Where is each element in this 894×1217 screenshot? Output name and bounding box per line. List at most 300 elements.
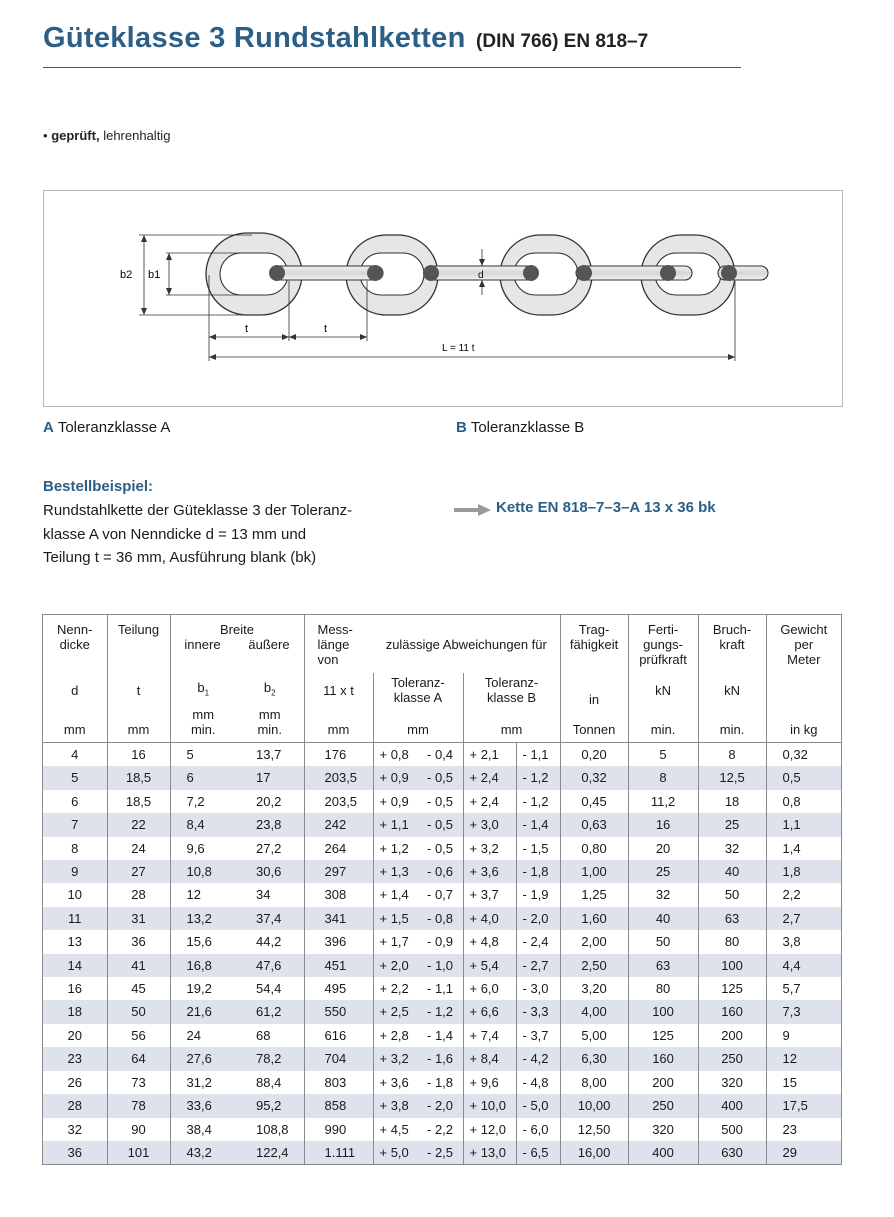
table-cell: - 1,6 [419,1047,463,1070]
table-header [43,615,841,743]
table-cell: 7 [43,813,107,836]
table-cell: + 2,8 [373,1024,419,1047]
table-row [43,837,841,860]
table-cell: - 1,8 [427,1074,454,1090]
table-cell: 8,4 [170,813,236,836]
symbol-b2: $b_2$ [236,673,304,707]
table-cell: 47,6 [236,954,304,977]
table-cell: 11,2 [628,790,698,813]
table-cell: + 1,5 [373,907,419,930]
table-cell: 5,00 [560,1024,628,1047]
table-row [43,1024,841,1047]
table-cell: 308 [304,883,373,906]
table-cell: 101 [107,1141,170,1164]
table-row [43,1094,841,1117]
order-example-text [43,499,423,570]
table-cell: - 1,8 [516,860,560,883]
tolerance-a-text: Toleranzklasse A [57,419,171,436]
table-cell: 18,5 [107,766,170,789]
table-cell: 50 [698,883,766,906]
table-cell: 297 [304,860,373,883]
table-cell: + 3,2 [463,837,516,860]
label-b1: b1 [148,269,161,281]
table-cell: + 5,4 [463,954,516,977]
table-cell: 550 [304,1000,373,1023]
table-cell: 858 [304,1094,373,1117]
header-nenndicke: Nenn- dicke [43,615,107,673]
table-cell: 400 [698,1094,766,1117]
table-cell: 38,4 [170,1118,236,1141]
chain-spec-table [43,615,841,1164]
table-cell: - 1,4 [516,813,560,836]
table-cell: 5 [628,743,698,766]
table-cell: - 0,4 [427,747,454,762]
table-cell: 200 [698,1024,766,1047]
title-main: Güteklasse 3 Rundstahlketten [43,22,466,54]
unit-b1: mm min. [170,707,236,743]
unit-min-1: min. [628,707,698,743]
symbol-kn-2: kN [698,673,766,707]
table-cell: - 0,8 [419,907,463,930]
table-cell: 125 [628,1024,698,1047]
table-cell: 2,2 [766,883,841,906]
header-gewicht: Gewicht per Meter [766,615,841,673]
table-cell: 25 [628,860,698,883]
tolerance-a-key: A [43,419,54,436]
table-cell: 0,8 [766,790,841,813]
table-cell: 2,00 [560,930,628,953]
table-cell: 0,63 [560,813,628,836]
table-cell: - 4,2 [516,1047,560,1070]
table-cell: 32 [67,1121,82,1137]
header-abweichungen: zulässige Abweichungen für [373,615,560,673]
table-cell: 3,8 [766,930,841,953]
order-example-heading: Bestellbeispiel: [43,478,154,495]
table-cell: 1,4 [766,837,841,860]
symbol-in: in [560,673,628,707]
table-cell: + 1,4 [373,883,419,906]
table-cell: + 6,0 [463,977,516,1000]
table-cell: 54,4 [256,981,282,997]
table-cell: 264 [304,837,373,860]
table-cell: 1.111 [304,1141,373,1164]
table-cell: 32 [628,883,698,906]
table-cell: 22 [107,813,170,836]
table-cell: 10 [67,887,82,903]
table-cell: 30,6 [236,860,304,883]
table-cell: 203,5 [304,766,373,789]
table-cell: 990 [304,1118,373,1141]
table-cell: - 2,4 [516,930,560,953]
table-cell: + 1,2 [373,837,419,860]
table-cell: 10,00 [560,1094,628,1117]
tolerance-b-text: Toleranzklasse B [470,419,585,436]
table-cell: 16 [107,743,170,766]
table-cell: + 2,4 [463,790,516,813]
table-cell: 500 [698,1118,766,1141]
table-cell: + 0,8 [373,743,419,766]
table-cell: 1,25 [560,883,628,906]
table-row [43,907,841,930]
table-cell: 44,2 [256,934,282,950]
bullet-mark: • [43,128,48,143]
title-standard: (DIN 766) EN 818–7 [476,31,649,52]
table-cell: 5 [43,766,107,789]
table-cell: + 3,6 [373,1071,419,1094]
table-cell: 9,6 [170,837,236,860]
table-row [43,930,841,953]
table-cell: 250 [698,1047,766,1070]
symbol-empty [766,673,841,707]
table-cell: + 4,8 [463,930,516,953]
header-innere: innere [184,637,221,652]
table-cell: - 1,2 [516,790,560,813]
table-cell: + 0,9 [373,790,419,813]
table-cell: 31 [107,907,170,930]
bullet-rest: lehrenhaltig [103,128,171,143]
table-cell: 1,8 [766,860,841,883]
table-cell: 23,8 [236,813,304,836]
header-messlaenge: Mess- länge von [304,615,373,673]
table-cell: 20,2 [256,793,282,809]
arrow-right-icon [454,503,492,517]
tolerance-class-a [43,419,170,436]
table-cell: 16 [628,813,698,836]
table-cell: 16,00 [560,1141,628,1164]
table-cell: + 12,0 [463,1118,516,1141]
unit-min-2: min. [698,707,766,743]
table-cell: - 5,0 [516,1094,560,1117]
table-cell: 90 [107,1118,170,1141]
unit-mm-d: mm [43,707,107,743]
table-cell: 88,4 [256,1074,282,1090]
table-cell: 23 [766,1118,841,1141]
symbol-tolerance-a: Toleranz- klasse A [373,673,463,707]
table-cell: 160 [628,1047,698,1070]
header-separator [43,742,841,743]
feature-bullet [43,128,170,143]
table-cell: + 4,0 [463,907,516,930]
table-cell: - 6,5 [516,1141,560,1164]
table-cell: 33,6 [170,1094,236,1117]
table-cell: 2,50 [560,954,628,977]
header-tragfaehigkeit: Trag- fähigkeit [560,615,628,673]
table-cell: 12 [766,1047,841,1070]
table-cell: 15,6 [170,930,236,953]
table-cell: 176 [304,743,373,766]
table-cell: 400 [628,1141,698,1164]
table-cell: 3,20 [560,977,628,1000]
table-cell: - 3,0 [516,977,560,1000]
table-row [43,860,841,883]
label-b2: b2 [120,269,133,281]
table-cell: 40 [698,860,766,883]
header-pruefkraft: Ferti- gungs- prüfkraft [628,615,698,673]
symbol-11t: 11 x t [304,673,373,707]
table-row [43,766,841,789]
table-cell: 43,2 [170,1141,236,1164]
table-cell: + 3,6 [463,860,516,883]
table-row [43,1141,841,1164]
table-cell: + 3,7 [463,883,516,906]
unit-mm-t: mm [107,707,170,743]
table-cell: 78 [107,1094,170,1117]
tolerance-class-b [456,419,584,436]
table-cell: + 10,0 [463,1094,516,1117]
table-cell: 4,4 [766,954,841,977]
table-cell: + 3,0 [463,813,516,836]
table-cell: 7,3 [766,1000,841,1023]
table-cell: 6,30 [560,1047,628,1070]
table-cell: + 1,7 [373,930,419,953]
header-teilung: Teilung [107,615,170,673]
table-cell: 9 [43,860,107,883]
table-cell: - 1,4 [427,1027,454,1043]
table-cell: 68 [256,1027,271,1043]
table-cell: 73 [107,1071,170,1094]
table-cell: 100 [698,954,766,977]
table-cell: - 2,0 [419,1094,463,1117]
table-cell: + 5,0 [373,1141,419,1164]
symbol-kn-1: kN [628,673,698,707]
table-cell: 41 [107,954,170,977]
table-cell: 10,8 [170,860,236,883]
table-cell: 36 [43,1141,107,1164]
table-cell: 13 [67,934,82,950]
table-cell: 9 [766,1024,841,1047]
table-cell: - 0,5 [427,840,454,856]
table-cell: 32 [698,837,766,860]
table-row [43,790,841,813]
table-cell: 250 [628,1094,698,1117]
table-cell: 27,6 [170,1047,236,1070]
table-cell: - 1,1 [516,743,560,766]
table-cell: - 0,6 [419,860,463,883]
table-cell: 125 [698,977,766,1000]
table-cell: - 0,5 [427,793,454,809]
table-cell: 61,2 [236,1000,304,1023]
table-row [43,1000,841,1023]
table-cell: 6 [170,766,236,789]
table-cell: 2,7 [766,907,841,930]
table-cell: - 4,8 [516,1071,560,1094]
table-cell: - 0,5 [419,813,463,836]
label-t-1: t [245,323,249,335]
table-cell: 0,20 [560,743,628,766]
table-cell: - 2,5 [419,1141,463,1164]
table-cell: 12,5 [698,766,766,789]
chain-diagram [43,190,843,407]
table-cell: 13,2 [170,907,236,930]
table-cell: + 2,1 [463,743,516,766]
unit-tonnen: Tonnen [560,707,628,743]
table-cell: 122,4 [236,1141,304,1164]
table-cell: 80 [628,977,698,1000]
table-cell: 24 [107,837,170,860]
table-cell: 29 [766,1141,841,1164]
table-cell: 17 [236,766,304,789]
table-cell: 12,50 [560,1118,628,1141]
table-cell: 12 [170,883,236,906]
table-row [43,883,841,906]
table-cell: 0,32 [560,766,628,789]
table-cell: 630 [698,1141,766,1164]
table-cell: 27,2 [256,840,282,856]
table-cell: 31,2 [170,1071,236,1094]
table-cell: 5,7 [766,977,841,1000]
table-cell: 7,2 [170,790,236,813]
table-row [43,1047,841,1070]
table-cell: 56 [107,1024,170,1047]
table-cell: 160 [698,1000,766,1023]
table-row [43,1118,841,1141]
table-cell: 341 [304,907,373,930]
table-cell: 1,60 [560,907,628,930]
table-cell: - 0,9 [427,934,454,950]
label-length: L = 11 t [442,343,475,354]
table-cell: 0,80 [560,837,628,860]
table-cell: 8 [628,766,698,789]
table-cell: 4,00 [560,1000,628,1023]
table-cell: 28 [43,1094,107,1117]
table-cell: 108,8 [256,1121,289,1137]
table-cell: - 1,0 [419,954,463,977]
table-cell: 63 [698,907,766,930]
table-cell: + 3,8 [373,1094,419,1117]
table-cell: 704 [304,1047,373,1070]
table-cell: 203,5 [304,790,373,813]
table-cell: 11 [43,907,107,930]
table-cell: 34 [256,887,271,903]
table-cell: + 1,1 [373,813,419,836]
table-cell: + 2,4 [463,766,516,789]
table-cell: 451 [304,954,373,977]
chain-drawing [44,191,842,406]
table-cell: 5 [170,743,236,766]
unit-mm-mess: mm [304,707,373,743]
table-row [43,743,841,766]
page-title [43,22,743,66]
table-cell: + 6,6 [463,1000,516,1023]
table-cell: 78,2 [236,1047,304,1070]
table-cell: + 13,0 [463,1141,516,1164]
table-cell: 8 [71,840,79,856]
table-cell: 1,00 [560,860,628,883]
table-cell: 64 [107,1047,170,1070]
symbol-t: t [107,673,170,707]
table-cell: 16 [67,981,82,997]
table-cell: 40 [628,907,698,930]
label-t-2: t [324,323,328,335]
table-cell: 95,2 [236,1094,304,1117]
table-cell: - 1,2 [419,1000,463,1023]
table-cell: + 2,5 [373,1000,419,1023]
table-cell: 20 [67,1027,82,1043]
table-cell: 15 [766,1071,841,1094]
order-line-2: klasse A von Nenndicke d = 13 mm und [43,525,307,543]
table-cell: 396 [304,930,373,953]
table-cell: - 1,1 [427,981,454,997]
table-cell: 50 [628,930,698,953]
table-cell: - 3,3 [516,1000,560,1023]
table-cell: 320 [698,1071,766,1094]
order-line-1: Rundstahlkette der Güteklasse 3 der Toleranz- [43,502,353,519]
table-cell: 18 [698,790,766,813]
table-cell: 495 [304,977,373,1000]
bullet-strong: geprüft, [51,128,100,143]
table-cell: + 1,3 [373,860,419,883]
table-cell: 8,00 [560,1071,628,1094]
header-bruchkraft: Bruch- kraft [698,615,766,673]
table-cell: 0,5 [766,766,841,789]
table-cell: 21,6 [170,1000,236,1023]
table-row [43,1071,841,1094]
table-cell: 80 [698,930,766,953]
table-cell: + 4,5 [373,1118,419,1141]
table-cell: + 9,6 [463,1071,516,1094]
table-cell: 16,8 [170,954,236,977]
table-cell: 803 [304,1071,373,1094]
symbol-tolerance-b: Toleranz- klasse B [463,673,560,707]
table-cell: + 3,2 [373,1047,419,1070]
table-cell: 24 [170,1024,236,1047]
unit-mm-a: mm [373,707,463,743]
table-cell: 28 [107,883,170,906]
table-body [43,743,841,1164]
table-row [43,977,841,1000]
table-cell: 50 [107,1000,170,1023]
table-cell: 19,2 [170,977,236,1000]
table-cell: 100 [628,1000,698,1023]
table-cell: 4 [71,747,79,762]
table-cell: - 1,2 [516,766,560,789]
table-cell: 8 [698,743,766,766]
table-cell: 200 [628,1071,698,1094]
table-cell: 616 [304,1024,373,1047]
table-cell: 63 [628,954,698,977]
order-reference: Kette EN 818–7–3–A 13 x 36 bk [496,499,716,516]
table-cell: + 2,0 [373,954,419,977]
title-underline [43,67,741,68]
table-cell: 20 [628,837,698,860]
header-aeussere: äußere [248,637,290,652]
table-cell: 37,4 [236,907,304,930]
table-cell: 6 [71,793,79,809]
table-row [43,954,841,977]
table-cell: - 1,5 [516,837,560,860]
table-cell: - 0,7 [427,887,454,903]
table-cell: + 0,9 [373,766,419,789]
table-cell: - 0,5 [419,766,463,789]
table-cell: 242 [304,813,373,836]
table-cell: 25 [698,813,766,836]
table-cell: 36 [107,930,170,953]
table-cell: - 6,0 [516,1118,560,1141]
table-cell: - 2,2 [427,1121,454,1137]
table-row [43,813,841,836]
header-breite: Breite innere äußere [170,615,304,673]
table-cell: + 2,2 [373,977,419,1000]
table-cell: 17,5 [766,1094,841,1117]
table-cell: 1,1 [766,813,841,836]
symbol-b1: $b_1$ [170,673,236,707]
table-cell: 23 [43,1047,107,1070]
table-cell: 18,5 [107,790,170,813]
unit-kg: in kg [766,707,841,743]
symbol-d: d [43,673,107,707]
tolerance-b-key: B [456,419,467,436]
table-cell: 13,7 [256,747,282,762]
